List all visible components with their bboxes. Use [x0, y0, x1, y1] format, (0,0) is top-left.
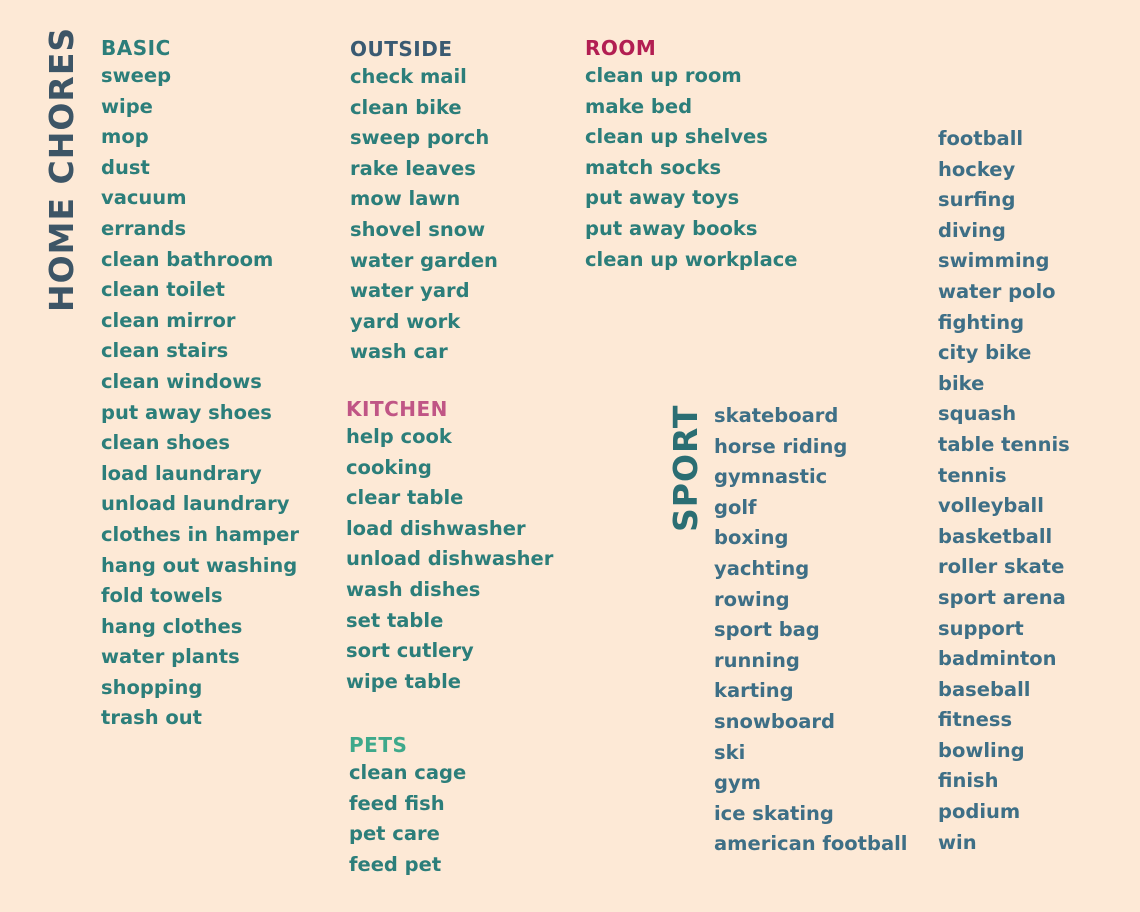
basic-heading: BASIC [101, 36, 171, 60]
list-item: put away toys [585, 186, 740, 210]
list-item: clean cage [349, 761, 467, 784]
list-item: cooking [346, 455, 432, 479]
list-item: gymnastic [714, 465, 828, 489]
list-item: sweep [101, 64, 172, 87]
list-item: win [938, 830, 977, 854]
list-item: yard work [350, 309, 461, 333]
list-item: wipe [101, 94, 153, 118]
list-item: feed fish [349, 791, 445, 815]
pets-heading: PETS [349, 733, 408, 757]
list-item: american football [714, 832, 908, 856]
list-item: help cook [346, 425, 452, 448]
list-item: skateboard [714, 404, 839, 427]
list-item: support [938, 616, 1024, 640]
list-item: snowboard [714, 709, 835, 733]
sport-column-2 [938, 124, 1070, 858]
list-item: mop [101, 125, 149, 149]
list-item: sweep porch [350, 126, 490, 150]
list-item: sport arena [938, 585, 1066, 609]
room-list [585, 61, 798, 275]
list-item: sport bag [714, 618, 820, 642]
list-item: water plants [101, 645, 240, 669]
list-item: rowing [714, 587, 790, 611]
outside-heading: OUTSIDE [350, 37, 453, 61]
list-item: horse riding [714, 434, 848, 458]
home-chores-title: HOME CHORES [42, 26, 81, 312]
list-item: wash dishes [346, 577, 481, 601]
list-item: clean up shelves [585, 125, 768, 149]
list-item: water garden [350, 248, 498, 272]
list-item: load laundrary [101, 461, 262, 485]
kitchen-list [346, 422, 553, 697]
list-item: wash car [350, 340, 448, 364]
list-item: clean up workplace [585, 247, 798, 271]
list-item: fitness [938, 708, 1013, 732]
list-item: clean stairs [101, 339, 229, 363]
pets-list [349, 758, 466, 880]
outside-column [350, 36, 498, 368]
list-item: load dishwasher [346, 516, 526, 540]
list-item: clean mirror [101, 308, 236, 332]
list-item: unload dishwasher [346, 547, 554, 571]
kitchen-heading: KITCHEN [346, 397, 448, 421]
list-item: ski [714, 740, 746, 764]
list-item: clean bathroom [101, 247, 274, 271]
list-item: hang clothes [101, 614, 243, 638]
list-item: fold towels [101, 584, 223, 608]
list-item: shopping [101, 675, 203, 699]
list-item: set table [346, 608, 444, 632]
room-heading: ROOM [585, 36, 657, 60]
list-item: unload laundrary [101, 492, 290, 516]
list-item: football [938, 127, 1024, 150]
basic-column [101, 35, 299, 734]
pets-column [349, 732, 466, 880]
kitchen-column [346, 396, 553, 697]
list-item: ice skating [714, 801, 834, 825]
list-item: feed pet [349, 852, 442, 876]
list-item: clean up room [585, 64, 742, 87]
list-item: yachting [714, 556, 810, 580]
list-item: basketball [938, 524, 1053, 548]
outside-list [350, 62, 498, 368]
list-item: make bed [585, 94, 693, 118]
list-item: match socks [585, 155, 722, 179]
list-item: pet care [349, 822, 440, 846]
list-item: tennis [938, 463, 1007, 487]
list-item: roller skate [938, 555, 1065, 579]
list-item: golf [714, 495, 757, 519]
list-item: badminton [938, 647, 1057, 671]
list-item: water polo [938, 279, 1056, 303]
list-item: city bike [938, 341, 1032, 365]
sport-list-1 [714, 401, 907, 860]
list-item: fighting [938, 310, 1025, 334]
list-item: put away books [585, 216, 758, 240]
list-item: wipe table [346, 669, 462, 693]
list-item: clean shoes [101, 431, 231, 455]
list-item: karting [714, 679, 794, 703]
list-item: bowling [938, 738, 1025, 762]
list-item: surfing [938, 188, 1016, 212]
list-item: podium [938, 800, 1021, 824]
list-item: put away shoes [101, 400, 272, 424]
basic-list [101, 61, 299, 734]
list-item: table tennis [938, 432, 1070, 456]
list-item: hang out washing [101, 553, 298, 577]
list-item: water yard [350, 279, 470, 303]
list-item: trash out [101, 706, 202, 730]
list-item: hockey [938, 157, 1016, 181]
list-item: gym [714, 771, 761, 795]
sport-title: SPORT [666, 404, 705, 532]
list-item: errands [101, 216, 187, 240]
list-item: clothes in hamper [101, 522, 299, 546]
list-item: baseball [938, 677, 1031, 701]
list-item: shovel snow [350, 217, 486, 241]
sport-list-2 [938, 124, 1070, 858]
list-item: bike [938, 371, 985, 395]
list-item: clear table [346, 486, 464, 510]
list-item: dust [101, 155, 150, 179]
list-item: clean bike [350, 95, 462, 119]
list-item: squash [938, 402, 1017, 426]
list-item: diving [938, 218, 1006, 242]
list-item: running [714, 648, 800, 672]
list-item: mow lawn [350, 187, 461, 211]
room-column [585, 35, 798, 275]
list-item: check mail [350, 65, 467, 88]
list-item: vacuum [101, 186, 187, 210]
list-item: clean toilet [101, 278, 225, 302]
list-item: boxing [714, 526, 789, 550]
list-item: volleyball [938, 494, 1044, 518]
list-item: sort cutlery [346, 639, 474, 663]
list-item: rake leaves [350, 156, 476, 180]
sport-column-1 [714, 401, 907, 860]
list-item: swimming [938, 249, 1050, 273]
list-item: clean windows [101, 369, 262, 393]
list-item: finish [938, 769, 999, 793]
